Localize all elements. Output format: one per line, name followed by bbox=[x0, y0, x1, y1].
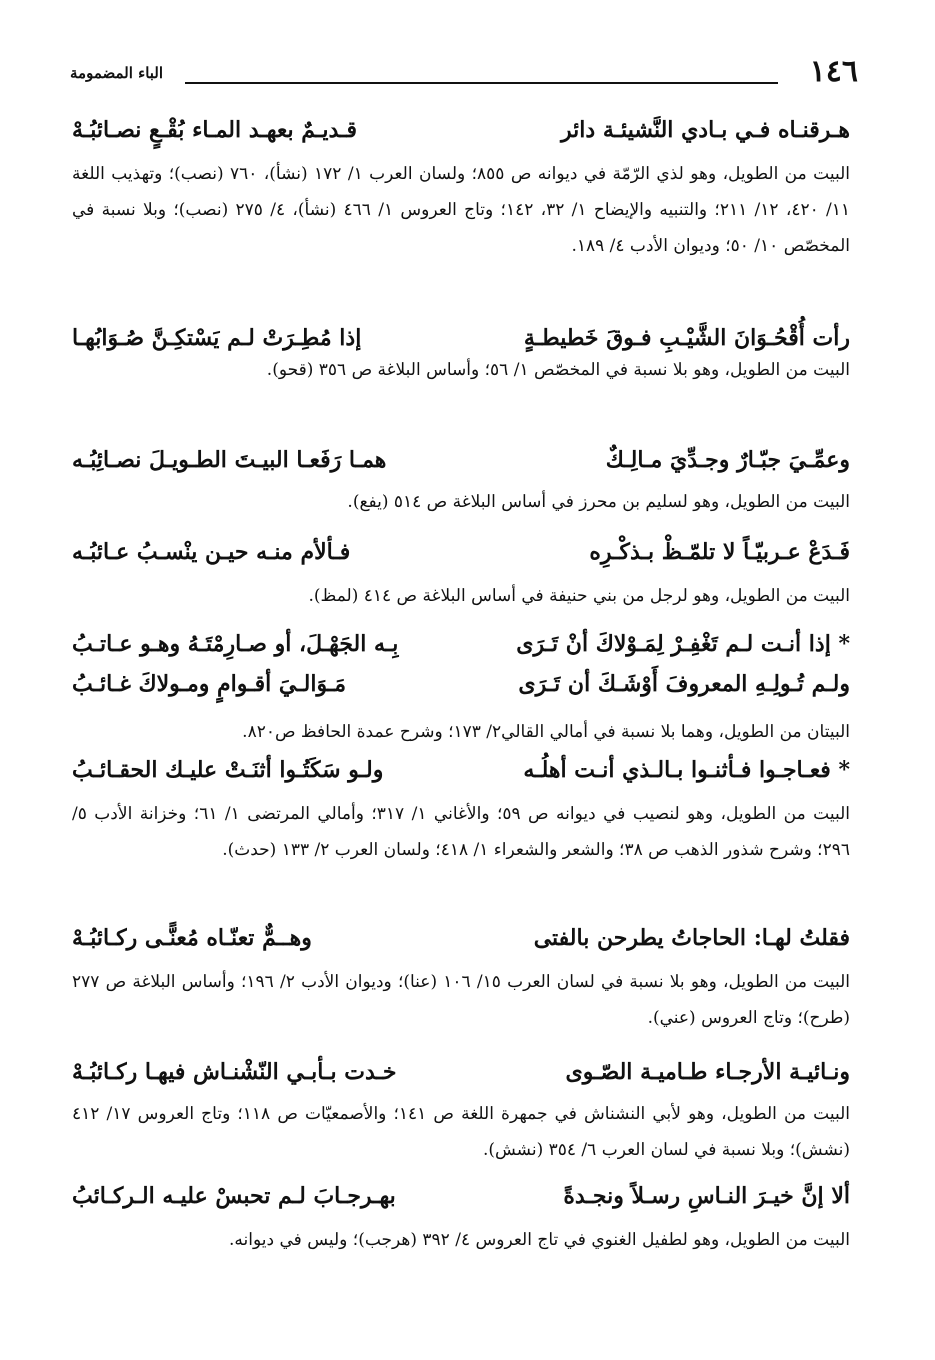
citation-note: البيت من الطويل، وهو لأبي النشناش في جمهرة اللغة ص ١٤١؛ والأصمعيّات ص ١١٨؛ وتاج العروس ١٧/ ٤١٢ (نشش)؛ وبلا نسبة في لسان العرب ٦/ ٣٥٤ (نشش). bbox=[72, 1104, 851, 1160]
page-header bbox=[70, 52, 858, 92]
verse-first-hemistich: رأت أُقْحُـوَانَ الشَّيْـبِ فـوقَ خَطيطـةٍ bbox=[523, 325, 850, 351]
citation-note: البيت من الطويل، وهو لنصيب في ديوانه ص ٥٩؛ والأغاني ١/ ٣١٧؛ وأمالي المرتضى ١/ ٦١؛ وخزانة الأدب ٥/ ٢٩٦؛ وشرح شذور الذهب ص ٣٨؛ والشعر والشعراء ١/ ٤١٨؛ ولسان العرب ٢/ ١٣٣ (حدث). bbox=[72, 804, 850, 860]
citation-note: البيت من الطويل، وهو لرجل من بني حنيفة في أساس البلاغة ص ٤١٤ (لمظ). bbox=[308, 586, 850, 606]
verse-line bbox=[72, 1176, 850, 1216]
verse-second-hemistich: بهـرجـابَ لـم تحبسْ عليـه الـركـائبُ bbox=[72, 1183, 396, 1209]
header-rule bbox=[185, 82, 778, 84]
citation-note: البيت من الطويل، وهو لسليم بن محرز في أساس البلاغة ص ٥١٤ (يفع). bbox=[347, 492, 850, 512]
verse-line bbox=[72, 664, 850, 704]
verse-second-hemistich: ولـو سَكَتُـوا أثنَـتْ عليـك الحقـائـبُ bbox=[72, 757, 384, 783]
verse-first-hemistich: فَـدَعْ عـربيّـاً لا تلمّـظْ بـذكْـرِه bbox=[589, 539, 850, 565]
verse-first-hemistich: هـرقنـاه فـي بـادي النَّشيئـة دائر bbox=[560, 117, 850, 143]
citation-note: البيت من الطويل، وهو بلا نسبة في المخصّص ١/ ٥٦؛ وأساس البلاغة ص ٣٥٦ (قحو). bbox=[266, 360, 850, 380]
verse-line bbox=[72, 1052, 850, 1092]
citation-note: البيت من الطويل، وهو لطفيل الغنوي في تاج العروس ٤/ ٣٩٢ (هرجب)؛ وليس في ديوانه. bbox=[229, 1230, 850, 1250]
verse-line bbox=[72, 750, 850, 790]
citation-note: البيت من الطويل، وهو بلا نسبة في لسان العرب ١٥/ ١٠٦ (عنا)؛ وديوان الأدب ٢/ ١٩٦؛ وأساس البلاغة ص ٢٧٧ (طرح)؛ وتاج العروس (عني). bbox=[72, 972, 850, 1028]
verse-line bbox=[72, 624, 850, 664]
verse-line bbox=[72, 918, 850, 958]
verse-second-hemistich: خـدت بـأبـي النّشْنـاش فيهـا ركـائبُـهْ bbox=[72, 1059, 397, 1085]
verse-first-hemistich: * إذا أنـت لـم تَغْفِـرْ لِمَـوْلاكَ أنْ تَـرَى bbox=[516, 631, 850, 657]
verse-first-hemistich: * فعـاجـوا فـأثنـوا بـالـذي أنـت أهلُـه bbox=[523, 757, 850, 783]
page-number: ١٤٦ bbox=[809, 54, 858, 89]
verse-first-hemistich: ونـائيـة الأرجـاء طـاميـة الصّـوى bbox=[565, 1059, 850, 1085]
verse-second-hemistich: مَـوَالـيَ أقـوامٍ ومـولاكَ غـائـبُ bbox=[72, 671, 347, 697]
verse-second-hemistich: فـألأم منـه حيـن ينْسـبُ عـائبُـه bbox=[72, 539, 351, 565]
verse-first-hemistich: وعمِّـيَ جبّـارٌ وجـدِّيَ مـالِـكٌ bbox=[605, 447, 850, 473]
verse-second-hemistich: همـا رَفَعـا البيـتَ الطـويـلَ نصـائِبُـه bbox=[72, 447, 387, 473]
verse-first-hemistich: ألا إنَّ خيـرَ النـاسِ رسـلاً ونجـدةً bbox=[563, 1183, 850, 1209]
verse-line bbox=[72, 532, 850, 572]
verse-first-hemistich: ولـم تُـولِـهِ المعروفَ أَوْشَـكَ أن تَـرَى bbox=[518, 671, 850, 697]
verse-second-hemistich: بِـه الجَهْـلَ، أو صـارِمْتَـهُ وهـو عـاتـبُ bbox=[72, 631, 399, 657]
verse-second-hemistich: وهــمٌّ تعنّـاه مُعنًّـى ركـائبُـهْ bbox=[72, 925, 312, 951]
verse-line bbox=[72, 440, 850, 480]
verse-first-hemistich: فقلتُ لهـا: الحاجاتُ يطرحن بالفتى bbox=[533, 925, 850, 951]
verse-second-hemistich: إذا مُطِـرَتْ لـم يَسْتكِـنَّ صُـوَابُهـا bbox=[72, 325, 362, 351]
verse-line bbox=[72, 110, 850, 150]
running-title: الباء المضمومة bbox=[70, 64, 164, 82]
verse-second-hemistich: قـديـمٌ بعهـد المـاء بُقْـعٍ نصـائبُـهْ bbox=[72, 117, 358, 143]
citation-note: البيت من الطويل، وهو لذي الرّمّة في ديوانه ص ٨٥٥؛ ولسان العرب ١/ ١٧٢ (نشأ)، ٧٦٠ (نصب)؛ وتهذيب اللغة ١١/ ٤٢٠، ١٢/ ٢١١؛ والتنبيه والإيضاح ١/ ٣٢، ١٤٢؛ وتاج العروس ١/ ٤٦٦ (نشأ)، ٤/ ٢٧٥ (نصب)؛ وبلا نسبة في المخصّص ١٠/ ٥٠؛ وديوان الأدب ٤/ ١٨٩. bbox=[72, 164, 851, 256]
citation-note: البيتان من الطويل، وهما بلا نسبة في أمالي القالي٢/ ١٧٣؛ وشرح عمدة الحافظ ص٨٢٠. bbox=[242, 722, 850, 742]
